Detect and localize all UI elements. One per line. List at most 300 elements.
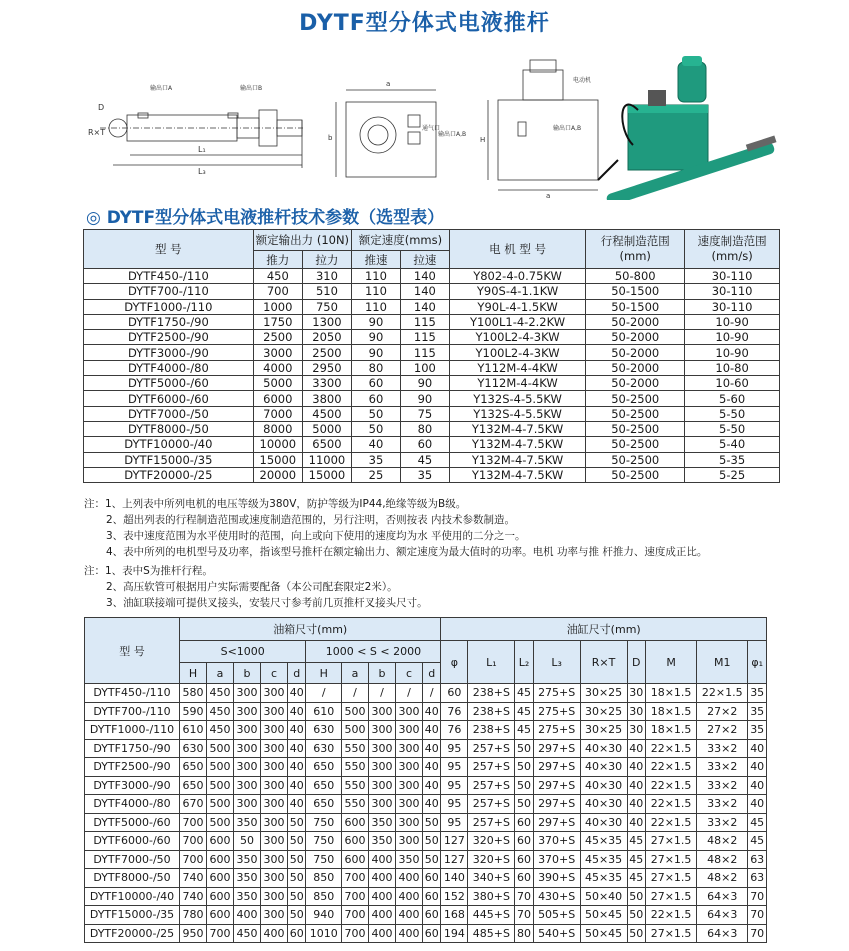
- table-cell: 500: [207, 758, 234, 777]
- table-cell: 40: [423, 758, 441, 777]
- col-cyl-3: L₃: [533, 641, 580, 684]
- table-cell: 450: [253, 269, 302, 284]
- table-cell: /: [423, 684, 441, 703]
- table-cell: 350: [396, 850, 423, 869]
- table-cell: 50: [423, 832, 441, 851]
- table-cell: 300: [396, 702, 423, 721]
- product-illustration: [598, 56, 777, 200]
- table-cell: 600: [342, 850, 369, 869]
- table-cell: 550: [342, 795, 369, 814]
- table-cell: 600: [342, 832, 369, 851]
- table-cell: 40: [627, 758, 645, 777]
- label-h: H: [480, 136, 486, 144]
- table-cell: 550: [342, 739, 369, 758]
- table-cell: DYTF1000-/110: [84, 299, 254, 314]
- table-cell: 400: [234, 906, 261, 925]
- table-row: [85, 832, 767, 851]
- table-cell: /: [342, 684, 369, 703]
- table-cell: Y100L1-4-2.2KW: [449, 314, 585, 329]
- col-tank-9: d: [423, 663, 441, 684]
- table-cell: 300: [396, 739, 423, 758]
- table-cell: 70: [515, 887, 533, 906]
- table-cell: 45×35: [580, 850, 627, 869]
- col-cyl-1: L₁: [468, 641, 515, 684]
- table-cell: /: [396, 684, 423, 703]
- table-cell: 257+S: [468, 776, 515, 795]
- table-cell: 750: [306, 813, 342, 832]
- table-cell: 300: [234, 721, 261, 740]
- table-cell: DYTF15000-/35: [84, 452, 254, 467]
- table-cell: 1000: [253, 299, 302, 314]
- col-pull: 拉力: [302, 251, 351, 269]
- table-row: [84, 467, 780, 482]
- col-cyl-5: D: [627, 641, 645, 684]
- col-tank: 油箱尺寸(mm): [180, 618, 441, 641]
- col-cyl-8: φ₁: [748, 641, 767, 684]
- table-cell: 400: [396, 887, 423, 906]
- table-cell: DYTF5000-/60: [85, 813, 180, 832]
- table-cell: 22×1.5: [645, 776, 696, 795]
- table-cell: 50×40: [580, 887, 627, 906]
- table-cell: 90: [400, 391, 449, 406]
- table-cell: DYTF3000-/90: [85, 776, 180, 795]
- table-cell: 40: [288, 721, 306, 740]
- table-cell: 22×1.5: [697, 684, 748, 703]
- table-cell: 700: [180, 832, 207, 851]
- table-cell: 60: [515, 813, 533, 832]
- table-cell: DYTF1000-/110: [85, 721, 180, 740]
- table-cell: Y90L-4-1.5KW: [449, 299, 585, 314]
- table-cell: 95: [441, 795, 468, 814]
- table-cell: 27×2: [697, 702, 748, 721]
- table-cell: 35: [748, 721, 767, 740]
- col-cyl-7: M1: [697, 641, 748, 684]
- table-cell: 300: [234, 795, 261, 814]
- table-cell: 400: [369, 906, 396, 925]
- table-cell: 30×25: [580, 721, 627, 740]
- table-cell: 40×30: [580, 795, 627, 814]
- table-cell: 50: [351, 421, 400, 436]
- table-cell: 300: [369, 721, 396, 740]
- table-cell: 300: [261, 850, 288, 869]
- table-cell: 6500: [302, 437, 351, 452]
- table-cell: 380+S: [468, 887, 515, 906]
- col-cyl: 油缸尺寸(mm): [441, 618, 767, 641]
- table-cell: 30: [627, 684, 645, 703]
- table-cell: 3300: [302, 376, 351, 391]
- table-cell: 300: [234, 739, 261, 758]
- table-cell: 60: [423, 869, 441, 888]
- table-row: [85, 887, 767, 906]
- table-cell: 350: [369, 832, 396, 851]
- table-cell: 400: [396, 906, 423, 925]
- table-cell: 63: [748, 850, 767, 869]
- table-cell: 340+S: [468, 869, 515, 888]
- table-cell: 30-110: [685, 299, 780, 314]
- table-cell: 700: [342, 869, 369, 888]
- page-title: DYTF型分体式电液推杆: [299, 11, 550, 36]
- table-cell: 127: [441, 850, 468, 869]
- note-line: 注：1、上列表中所列电机的电压等级为380V，防护等级为IP44,绝缘等级为B级。: [84, 498, 467, 510]
- table-cell: 22×1.5: [645, 906, 696, 925]
- table-cell: 300: [234, 684, 261, 703]
- table-cell: 650: [306, 795, 342, 814]
- table-cell: 850: [306, 869, 342, 888]
- table-cell: 7000: [253, 406, 302, 421]
- label-a: a: [386, 80, 391, 88]
- table-cell: 400: [369, 850, 396, 869]
- table-cell: 60: [423, 924, 441, 943]
- table-cell: 22×1.5: [645, 813, 696, 832]
- note-line: 注：1、表中S为推杆行程。: [84, 565, 213, 577]
- col-tank-8: c: [396, 663, 423, 684]
- table-cell: 445+S: [468, 906, 515, 925]
- table-cell: DYTF4000-/80: [85, 795, 180, 814]
- table-cell: 33×2: [697, 776, 748, 795]
- table-cell: 20000: [253, 467, 302, 482]
- table-cell: 40×30: [580, 758, 627, 777]
- table-cell: 700: [180, 850, 207, 869]
- table-cell: 50: [515, 776, 533, 795]
- table-cell: 64×3: [697, 906, 748, 925]
- table-cell: /: [306, 684, 342, 703]
- table-cell: Y132M-4-7.5KW: [449, 437, 585, 452]
- table-cell: 40: [288, 776, 306, 795]
- table-cell: 300: [261, 795, 288, 814]
- table-cell: Y802-4-0.75KW: [449, 269, 585, 284]
- table-row: [85, 684, 767, 703]
- table-cell: 140: [441, 869, 468, 888]
- label-l1: L₁: [198, 145, 206, 154]
- table-cell: DYTF8000-/50: [85, 869, 180, 888]
- col-push: 推力: [253, 251, 302, 269]
- table-cell: Y100L2-4-3KW: [449, 330, 585, 345]
- table-row: [84, 299, 780, 314]
- table-cell: 700: [342, 924, 369, 943]
- col-cyl-0: φ: [441, 641, 468, 684]
- table-cell: 300: [261, 758, 288, 777]
- table-cell: 70: [515, 906, 533, 925]
- table-cell: 40: [627, 795, 645, 814]
- table-cell: 50-2500: [586, 406, 685, 421]
- table-row: [84, 330, 780, 345]
- table-cell: 64×3: [697, 924, 748, 943]
- label-l3: L₃: [198, 167, 206, 176]
- table-cell: 650: [180, 776, 207, 795]
- table-cell: 40: [748, 758, 767, 777]
- table-cell: 194: [441, 924, 468, 943]
- table-cell: 95: [441, 758, 468, 777]
- table-cell: 5-60: [685, 391, 780, 406]
- table-cell: 48×2: [697, 850, 748, 869]
- table-cell: 50-2500: [586, 437, 685, 452]
- note-line: 4、表中所列的电机型号及功率，指该型号推杆在额定输出力、额定速度为最大值时的功率。电机 功率与推 杆推力、速度成正比。: [106, 546, 708, 558]
- table-cell: 50: [288, 887, 306, 906]
- table-cell: 297+S: [533, 739, 580, 758]
- table-cell: 238+S: [468, 684, 515, 703]
- note-line: 3、表中速度范围为水平使用时的范围，向上或向下使用的速度均为水 平使用的二分之一。: [106, 530, 526, 542]
- notes-2: [84, 563, 428, 611]
- table-row: [85, 850, 767, 869]
- table-row: [85, 739, 767, 758]
- table-cell: 450: [207, 684, 234, 703]
- table-cell: 27×1.5: [645, 887, 696, 906]
- table-cell: 35: [351, 452, 400, 467]
- table-cell: 1300: [302, 314, 351, 329]
- table-cell: 650: [306, 776, 342, 795]
- table-cell: 500: [207, 776, 234, 795]
- table-cell: DYTF10000-/40: [85, 887, 180, 906]
- table-row: [84, 391, 780, 406]
- col-speed-range: 速度制造范围(mm/s): [685, 230, 780, 269]
- table-cell: 297+S: [533, 776, 580, 795]
- col-tank-1: a: [207, 663, 234, 684]
- table-cell: 60: [351, 376, 400, 391]
- drawings-svg: [78, 50, 778, 200]
- table-row: [84, 452, 780, 467]
- col-tank-6: a: [342, 663, 369, 684]
- table-cell: 300: [396, 832, 423, 851]
- table-cell: 300: [261, 832, 288, 851]
- table-cell: 45: [748, 813, 767, 832]
- table-cell: 115: [400, 345, 449, 360]
- table-cell: 40: [423, 739, 441, 758]
- table-cell: 27×1.5: [645, 850, 696, 869]
- table-cell: Y132M-4-7.5KW: [449, 452, 585, 467]
- table-cell: DYTF2500-/90: [85, 758, 180, 777]
- col-s2: 1000 < S < 2000: [306, 641, 441, 663]
- table-cell: 40: [288, 739, 306, 758]
- table-cell: 40: [423, 776, 441, 795]
- table-cell: 50-800: [586, 269, 685, 284]
- table-cell: 18×1.5: [645, 684, 696, 703]
- table-cell: 4500: [302, 406, 351, 421]
- table-cell: 18×1.5: [645, 702, 696, 721]
- table-cell: 50: [288, 813, 306, 832]
- table-cell: 8000: [253, 421, 302, 436]
- table-cell: Y132S-4-5.5KW: [449, 391, 585, 406]
- table-cell: DYTF8000-/50: [84, 421, 254, 436]
- table-cell: 50: [234, 832, 261, 851]
- label-d: D: [98, 103, 105, 112]
- table-cell: 60: [400, 437, 449, 452]
- table-cell: 50: [627, 924, 645, 943]
- col-stroke: 行程制造范围(mm): [586, 230, 685, 269]
- table-cell: 500: [207, 795, 234, 814]
- table-cell: 2050: [302, 330, 351, 345]
- table-cell: 400: [396, 869, 423, 888]
- table-cell: 22×1.5: [645, 795, 696, 814]
- table-cell: 350: [234, 869, 261, 888]
- table-cell: 320+S: [468, 850, 515, 869]
- table-cell: 950: [180, 924, 207, 943]
- table-cell: 33×2: [697, 813, 748, 832]
- table-cell: 10-90: [685, 314, 780, 329]
- table-cell: 740: [180, 887, 207, 906]
- table-row: [85, 721, 767, 740]
- table-cell: 450: [207, 702, 234, 721]
- table-cell: 300: [396, 776, 423, 795]
- table-cell: 700: [342, 887, 369, 906]
- table-cell: 500: [207, 739, 234, 758]
- table-cell: 300: [261, 906, 288, 925]
- table-cell: 22×1.5: [645, 739, 696, 758]
- table-cell: 590: [180, 702, 207, 721]
- table-cell: 152: [441, 887, 468, 906]
- table-cell: 50-2000: [586, 360, 685, 375]
- spec-table: [83, 229, 780, 483]
- table-cell: 45×35: [580, 832, 627, 851]
- table-cell: 50: [423, 813, 441, 832]
- table-cell: 320+S: [468, 832, 515, 851]
- table-cell: Y90S-4-1.1KW: [449, 284, 585, 299]
- table-cell: 50-2000: [586, 376, 685, 391]
- table-cell: 60: [423, 906, 441, 925]
- col-motor: 电 机 型 号: [449, 230, 585, 269]
- table-cell: 50: [288, 832, 306, 851]
- table-cell: 25: [351, 467, 400, 482]
- table-cell: 297+S: [533, 795, 580, 814]
- table-cell: 70: [748, 924, 767, 943]
- table-cell: 110: [351, 269, 400, 284]
- table-cell: 110: [351, 299, 400, 314]
- table-cell: 110: [351, 284, 400, 299]
- table-cell: 127: [441, 832, 468, 851]
- table-cell: 50×45: [580, 924, 627, 943]
- table-cell: 30×25: [580, 684, 627, 703]
- table-cell: 275+S: [533, 684, 580, 703]
- table-cell: 50-1500: [586, 284, 685, 299]
- spec-table-title: ◎ DYTF型分体式电液推杆技术参数（选型表）: [86, 208, 445, 228]
- table-cell: 10000: [253, 437, 302, 452]
- table-cell: 2500: [302, 345, 351, 360]
- table-cell: 40: [748, 739, 767, 758]
- table-cell: 48×2: [697, 869, 748, 888]
- technical-drawings: [78, 50, 778, 200]
- label-outlet-b: 输出口B: [240, 85, 263, 92]
- table-cell: 35: [748, 702, 767, 721]
- table-cell: 60: [515, 850, 533, 869]
- table-cell: /: [369, 684, 396, 703]
- table-cell: 30-110: [685, 269, 780, 284]
- table-cell: 540+S: [533, 924, 580, 943]
- table-cell: 50: [288, 869, 306, 888]
- col-tank-4: d: [288, 663, 306, 684]
- table-row: [84, 284, 780, 299]
- table-cell: 33×2: [697, 795, 748, 814]
- table-cell: DYTF4000-/80: [84, 360, 254, 375]
- table-cell: 300: [261, 869, 288, 888]
- table-cell: 2950: [302, 360, 351, 375]
- table-cell: 40: [627, 739, 645, 758]
- table-cell: 400: [369, 887, 396, 906]
- table-cell: DYTF1750-/90: [85, 739, 180, 758]
- table-cell: 500: [342, 702, 369, 721]
- label-outlet-ab: 输出口A,B: [438, 131, 467, 138]
- table-row: [85, 869, 767, 888]
- label-rxt: R×T: [88, 128, 106, 137]
- table-cell: 610: [306, 702, 342, 721]
- table-cell: 100: [400, 360, 449, 375]
- table-cell: 45: [515, 721, 533, 740]
- table-cell: 45: [515, 684, 533, 703]
- table-cell: 140: [400, 284, 449, 299]
- table-cell: 580: [180, 684, 207, 703]
- table-cell: 6000: [253, 391, 302, 406]
- table-cell: DYTF5000-/60: [84, 376, 254, 391]
- table-cell: 750: [302, 299, 351, 314]
- table-cell: DYTF700-/110: [85, 702, 180, 721]
- table-cell: 300: [369, 795, 396, 814]
- table-cell: 115: [400, 314, 449, 329]
- table-cell: 95: [441, 776, 468, 795]
- table-cell: 80: [351, 360, 400, 375]
- spec-table-body: [84, 269, 780, 483]
- table-cell: 300: [396, 795, 423, 814]
- table-cell: 11000: [302, 452, 351, 467]
- col-model: 型 号: [85, 618, 180, 684]
- table-cell: 50: [515, 739, 533, 758]
- table-cell: 300: [369, 702, 396, 721]
- table-cell: 1010: [306, 924, 342, 943]
- table-cell: 90: [351, 330, 400, 345]
- table-cell: 45×35: [580, 869, 627, 888]
- table-cell: 60: [288, 924, 306, 943]
- table-cell: 70: [748, 887, 767, 906]
- table-cell: 45: [627, 869, 645, 888]
- table-cell: 80: [515, 924, 533, 943]
- table-cell: 80: [400, 421, 449, 436]
- table-cell: 75: [400, 406, 449, 421]
- table-cell: 60: [515, 869, 533, 888]
- table-cell: 140: [400, 299, 449, 314]
- table-cell: 600: [207, 887, 234, 906]
- table-cell: 740: [180, 869, 207, 888]
- label-b: b: [328, 134, 333, 142]
- table-cell: Y112M-4-4KW: [449, 360, 585, 375]
- table-cell: Y100L2-4-3KW: [449, 345, 585, 360]
- table-cell: 50: [627, 887, 645, 906]
- table-cell: 60: [351, 391, 400, 406]
- table-cell: 3000: [253, 345, 302, 360]
- table-cell: 40×30: [580, 739, 627, 758]
- table-cell: 257+S: [468, 795, 515, 814]
- table-cell: 45: [515, 702, 533, 721]
- table-cell: Y132M-4-7.5KW: [449, 421, 585, 436]
- table-cell: DYTF20000-/25: [85, 924, 180, 943]
- table-row: [85, 906, 767, 925]
- table-cell: 300: [234, 702, 261, 721]
- table-cell: 485+S: [468, 924, 515, 943]
- table-cell: Y112M-4-4KW: [449, 376, 585, 391]
- table-cell: 4000: [253, 360, 302, 375]
- table-cell: 90: [351, 345, 400, 360]
- table-row: [85, 776, 767, 795]
- table-cell: 300: [369, 739, 396, 758]
- table-cell: 50-2000: [586, 330, 685, 345]
- table-cell: 238+S: [468, 702, 515, 721]
- table-cell: 50-2500: [586, 391, 685, 406]
- table-cell: 95: [441, 813, 468, 832]
- table-cell: 35: [748, 684, 767, 703]
- table-cell: DYTF7000-/50: [85, 850, 180, 869]
- table-cell: 10-90: [685, 330, 780, 345]
- table-cell: 5000: [302, 421, 351, 436]
- table-cell: 95: [441, 739, 468, 758]
- table-cell: 550: [342, 758, 369, 777]
- table-cell: 45: [748, 832, 767, 851]
- table-cell: DYTF7000-/50: [84, 406, 254, 421]
